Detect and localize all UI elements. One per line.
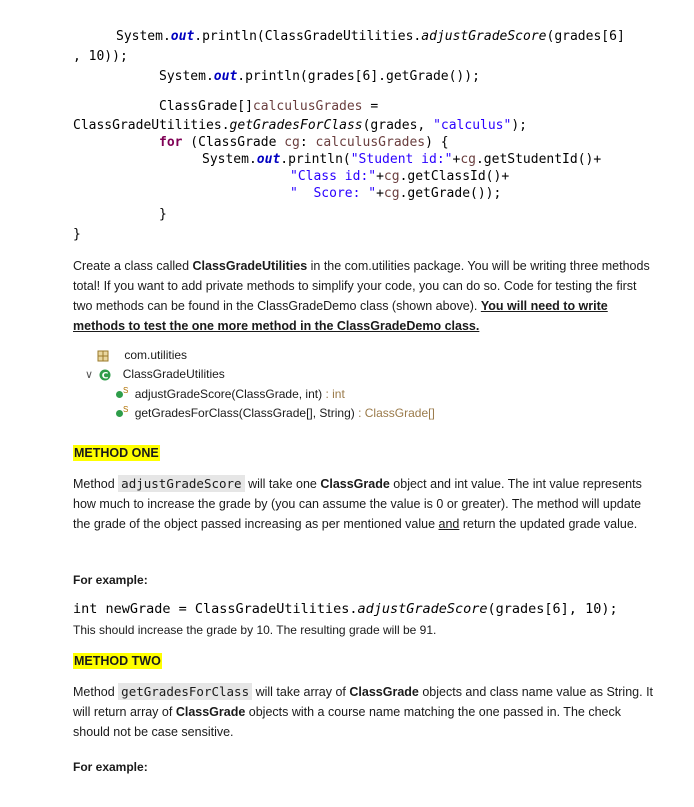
public-method-icon bbox=[116, 391, 123, 398]
static-icon: S bbox=[123, 405, 129, 414]
code-line-6: for (ClassGrade cg: calculusGrades) { bbox=[159, 135, 449, 150]
method-2-signature: getGradesForClass(ClassGrade[], String) bbox=[134, 406, 355, 420]
method-one-example-label: For example: bbox=[73, 573, 148, 587]
code-line-5: ClassGradeUtilities.getGradesForClass(grades, "calculus"); bbox=[73, 118, 527, 133]
class-label: ClassGradeUtilities bbox=[122, 367, 225, 381]
method-one-description: Method adjustGradeScore will take one ClassGrade object and int value. The int value represents how much to increase the grade by (you can assume the value is 0 or greater). The method will update the grade of the object passed increasing as per mentioned value and return the updated grade value. bbox=[73, 476, 642, 531]
code-line-1: System.out.println(ClassGradeUtilities.adjustGradeScore(grades[6] bbox=[116, 29, 625, 44]
method-one-example-code: int newGrade = ClassGradeUtilities.adjustGradeScore(grades[6], 10); bbox=[73, 601, 618, 617]
method-two-example-label: For example: bbox=[73, 760, 148, 774]
code-line-7: System.out.println("Student id:"+cg.getStudentId()+ bbox=[202, 152, 602, 167]
intro-paragraph: Create a class called ClassGradeUtilities in the com.utilities package. You will be writing three methods total! If you want to add private methods to simplify your code, you can do so. Code for testing the first two methods can be found in the ClassGradeDemo class (shown above). You will need to write methods to test the one more method in the ClassGradeDemo class. bbox=[73, 259, 650, 333]
class-icon bbox=[99, 369, 111, 381]
package-row[interactable] bbox=[97, 348, 187, 362]
method-1-signature: adjustGradeScore(ClassGrade, int) bbox=[134, 387, 323, 401]
method-two-description: Method getGradesForClass will take array of ClassGrade objects and class name value as String. It will return array of ClassGrade objects with a course name matching the one passed in. The check should not be case sensitive. bbox=[73, 684, 654, 739]
method-row-1[interactable] bbox=[116, 386, 345, 401]
code-line-3: System.out.println(grades[6].getGrade()); bbox=[159, 69, 480, 84]
package-icon bbox=[97, 350, 109, 362]
method-1-return: : int bbox=[322, 387, 345, 401]
code-line-2: , 10)); bbox=[73, 49, 128, 64]
chevron-down-icon[interactable]: ∨ bbox=[85, 369, 94, 381]
method-row-2[interactable] bbox=[116, 405, 435, 420]
code-line-11: } bbox=[73, 227, 81, 242]
method-two-heading: METHOD TWO bbox=[74, 654, 161, 668]
svg-text:C: C bbox=[102, 371, 109, 381]
method-one-example-note: This should increase the grade by 10. The resulting grade will be 91. bbox=[73, 623, 437, 637]
code-line-10: } bbox=[159, 207, 167, 222]
method-one-heading: METHOD ONE bbox=[74, 446, 159, 460]
code-line-9: " Score: "+cg.getGrade()); bbox=[290, 186, 502, 201]
package-label: com.utilities bbox=[124, 348, 188, 362]
class-row[interactable] bbox=[85, 367, 225, 381]
code-line-4: ClassGrade[]calculusGrades = bbox=[159, 99, 379, 114]
method-2-return: : ClassGrade[] bbox=[354, 406, 435, 420]
static-icon: S bbox=[123, 386, 129, 395]
code-line-8: "Class id:"+cg.getClassId()+ bbox=[290, 169, 510, 184]
public-method-icon bbox=[116, 410, 123, 417]
